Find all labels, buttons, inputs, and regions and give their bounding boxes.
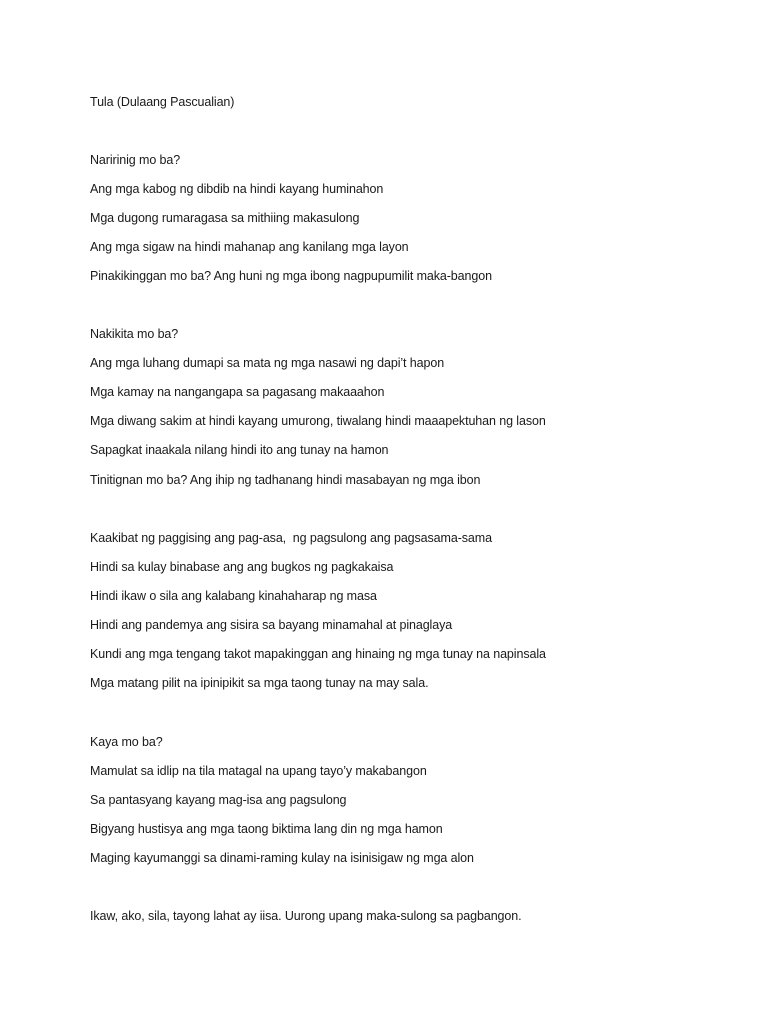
poem-line: Mga matang pilit na ipinipikit sa mga taong tunay na may sala. [90, 676, 429, 690]
poem-line: Ang mga kabog ng dibdib na hindi kayang huminahon [90, 182, 384, 196]
poem-line: Maging kayumanggi sa dinami-raming kulay na isinisigaw ng mga alon [90, 851, 474, 865]
poem-line: Nakikita mo ba? [90, 327, 179, 341]
poem-line: Hindi sa kulay binabase ang ang bugkos ng pagkakaisa [90, 560, 394, 574]
poem-line: Naririnig mo ba? [90, 153, 181, 167]
poem-line: Mga kamay na nangangapa sa pagasang makaaahon [90, 385, 385, 399]
poem-line: Ikaw, ako, sila, tayong lahat ay iisa. Uurong upang maka-sulong sa pagbangon. [90, 909, 522, 923]
poem-line: Kaakibat ng paggising ang pag-asa, ng pagsulong ang pagsasama-sama [90, 531, 492, 545]
poem-line: Ang mga luhang dumapi sa mata ng mga nasawi ng dapi’t hapon [90, 356, 445, 370]
poem-line: Mga dugong rumaragasa sa mithiing makasulong [90, 211, 360, 225]
poem-line: Kundi ang mga tengang takot mapakinggan ang hinaing ng mga tunay na napinsala [90, 647, 546, 661]
poem-line: Pinakikinggan mo ba? Ang huni ng mga ibong nagpupumilit maka-bangon [90, 269, 492, 283]
poem-line: Mamulat sa idlip na tila matagal na upang tayo’y makabangon [90, 764, 427, 778]
poem-line: Ang mga sigaw na hindi mahanap ang kanilang mga layon [90, 240, 409, 254]
poem-line: Sa pantasyang kayang mag-isa ang pagsulong [90, 793, 347, 807]
poem-line: Bigyang hustisya ang mga taong biktima lang din ng mga hamon [90, 822, 443, 836]
poem-title: Tula (Dulaang Pascualian) [90, 95, 235, 109]
poem-line: Hindi ang pandemya ang sisira sa bayang minamahal at pinaglaya [90, 618, 453, 632]
poem-line: Tinitignan mo ba? Ang ihip ng tadhanang hindi masabayan ng mga ibon [90, 473, 481, 487]
poem-line: Sapagkat inaakala nilang hindi ito ang tunay na hamon [90, 443, 389, 457]
poem-line: Mga diwang sakim at hindi kayang umurong, tiwalang hindi maaapektuhan ng lason [90, 414, 546, 428]
poem-line: Kaya mo ba? [90, 735, 163, 749]
poem-line: Hindi ikaw o sila ang kalabang kinahaharap ng masa [90, 589, 377, 603]
